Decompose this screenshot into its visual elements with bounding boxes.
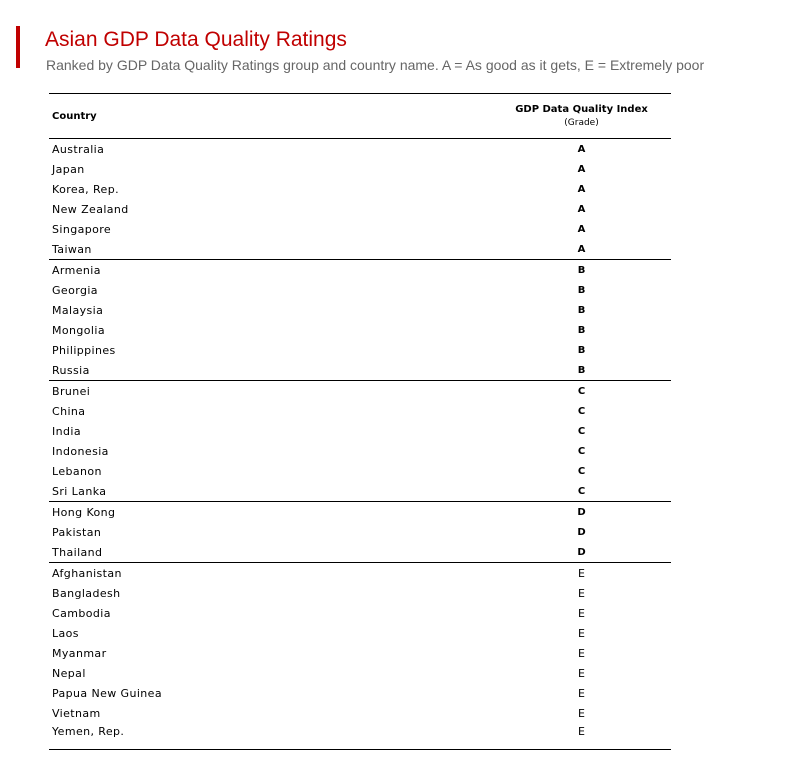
grade-cell: E — [578, 646, 585, 660]
country-cell: Thailand — [52, 545, 103, 559]
grade-cell: D — [577, 546, 586, 558]
country-cell: Armenia — [49, 260, 352, 281]
grade-cell: A — [577, 143, 586, 155]
grade-cell: E — [352, 563, 671, 584]
table-row — [49, 663, 671, 683]
grade-cell: C — [577, 445, 586, 457]
country-cell: Lebanon — [52, 464, 102, 478]
country-cell: Laos — [52, 626, 79, 640]
country-cell: Vietnam — [52, 706, 101, 720]
grade-cell: C — [577, 465, 586, 477]
table-row — [49, 401, 671, 421]
table-row — [49, 139, 671, 160]
country-cell: Australia — [52, 142, 105, 156]
country-cell: Cambodia — [52, 606, 111, 620]
country-cell: Japan — [52, 162, 85, 176]
ratings-table-container — [49, 93, 671, 750]
column-header-country-label: Country — [52, 110, 97, 122]
country-cell: Taiwan — [52, 242, 92, 256]
table-body — [49, 139, 671, 750]
header-row — [49, 94, 671, 139]
grade-cell: E — [578, 626, 585, 640]
country-cell: China — [52, 404, 86, 418]
table-row — [49, 441, 671, 461]
table-row — [49, 300, 671, 320]
page-title: Asian GDP Data Quality Ratings — [45, 28, 347, 51]
country-cell: Bangladesh — [52, 586, 121, 600]
country-cell: Malaysia — [52, 303, 104, 317]
grade-cell: A — [577, 183, 586, 195]
country-cell: Hong Kong — [49, 502, 352, 523]
grade-cell: D — [577, 526, 586, 538]
country-cell: Mongolia — [52, 323, 105, 337]
grade-cell: B — [577, 364, 586, 376]
table-row — [49, 603, 671, 623]
grade-cell: C — [577, 485, 586, 497]
table-row — [49, 179, 671, 199]
grade-cell: E — [578, 706, 585, 720]
country-cell: Philippines — [52, 343, 116, 357]
table-row — [49, 502, 671, 523]
grade-cell: B — [577, 344, 586, 356]
column-header-grade — [352, 94, 671, 139]
column-header-country — [49, 94, 352, 139]
title-accent-bar — [16, 26, 20, 68]
grade-cell: A — [577, 223, 586, 235]
column-header-grade-sublabel: (Grade) — [564, 118, 599, 128]
grade-cell: E — [578, 666, 585, 680]
grade-cell: A — [577, 203, 586, 215]
country-cell: Papua New Guinea — [52, 686, 162, 700]
table-row — [49, 522, 671, 542]
table-row — [49, 542, 671, 563]
country-cell: Indonesia — [52, 444, 109, 458]
table-row — [49, 360, 671, 381]
table-row — [49, 320, 671, 340]
table-row — [49, 381, 671, 402]
grade-cell: A — [577, 163, 586, 175]
country-cell: Pakistan — [52, 525, 102, 539]
grade-cell: B — [352, 260, 671, 281]
table-row — [49, 623, 671, 643]
country-cell: Brunei — [49, 381, 352, 402]
grade-cell: B — [577, 324, 586, 336]
country-cell: New Zealand — [52, 202, 129, 216]
country-cell: India — [52, 424, 81, 438]
ratings-table — [49, 93, 671, 750]
grade-cell: B — [577, 304, 586, 316]
table-row — [49, 199, 671, 219]
country-cell: Nepal — [52, 666, 86, 680]
grade-cell: C — [352, 381, 671, 402]
table-row — [49, 340, 671, 360]
country-cell: Russia — [52, 363, 90, 377]
column-header-grade-label: GDP Data Quality Index — [515, 104, 648, 115]
grade-cell: E — [578, 606, 585, 620]
table-row — [49, 703, 671, 723]
country-cell: Korea, Rep. — [52, 182, 119, 196]
country-cell: Afghanistan — [49, 563, 352, 584]
grade-cell: A — [577, 243, 586, 255]
grade-cell: C — [577, 405, 586, 417]
country-cell: Georgia — [52, 283, 98, 297]
table-header — [49, 94, 671, 139]
table-row — [49, 239, 671, 260]
table-row — [49, 683, 671, 703]
table-row — [49, 723, 671, 750]
grade-cell: E — [578, 586, 585, 600]
table-row — [49, 563, 671, 584]
table-row — [49, 280, 671, 300]
table-row — [49, 421, 671, 441]
country-cell: Sri Lanka — [52, 484, 107, 498]
table-row — [49, 159, 671, 179]
table-row — [49, 461, 671, 481]
page-subtitle: Ranked by GDP Data Quality Ratings group and country name. A = As good as it gets, E = Extremely poor — [46, 57, 705, 73]
grade-cell: C — [577, 425, 586, 437]
country-cell: Singapore — [52, 222, 112, 236]
table-row — [49, 643, 671, 663]
table-row — [49, 583, 671, 603]
grade-cell: D — [352, 502, 671, 523]
table-row — [49, 481, 671, 502]
grade-cell: E — [578, 686, 585, 700]
table-row — [49, 260, 671, 281]
table-row — [49, 219, 671, 239]
grade-cell: B — [577, 284, 586, 296]
grade-cell: E — [352, 723, 671, 750]
country-cell: Myanmar — [52, 646, 107, 660]
country-cell: Yemen, Rep. — [49, 723, 352, 750]
